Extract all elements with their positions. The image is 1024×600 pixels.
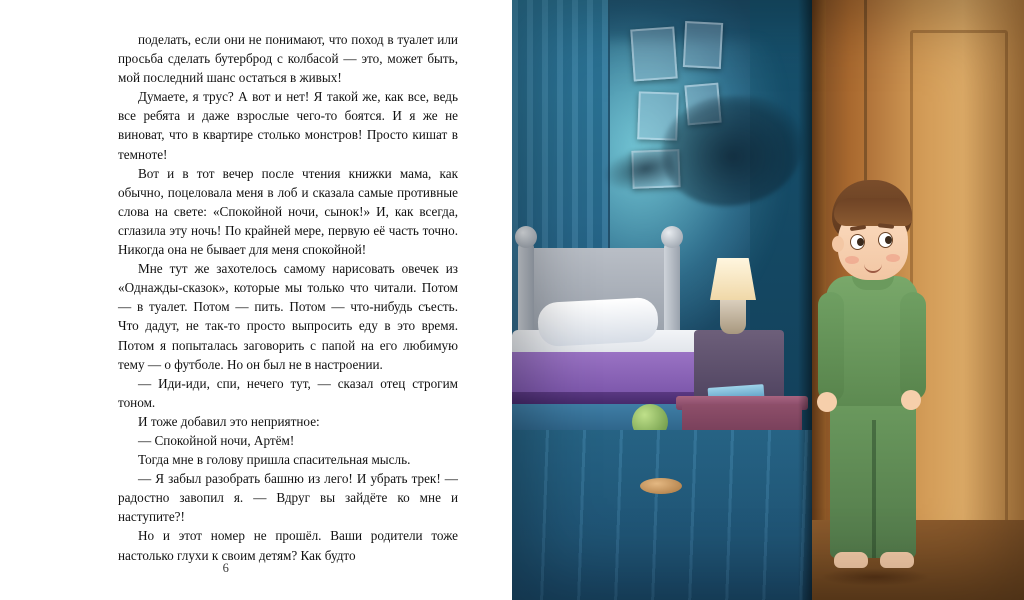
paragraph: Но и этот номер не прошёл. Ваши родители тоже настолько глухи к своим детям? Как будто (118, 528, 458, 563)
bed-knob-left (515, 226, 537, 248)
paragraph: — Иди-иди, спи, нечего тут, — сказал отец строгим тоном. (118, 375, 458, 410)
bed-pillow (537, 297, 659, 347)
slipper (640, 478, 682, 494)
boy-foot-left (834, 552, 868, 568)
boy-pupil-right (885, 236, 892, 244)
boy-ear (832, 236, 844, 252)
boy-pupil-left (857, 238, 864, 246)
boy-cheek-right (886, 254, 900, 262)
wall-picture-2 (683, 21, 723, 69)
bed-knob-right (661, 226, 683, 248)
boy-arm-right (900, 292, 926, 400)
story-text-column (118, 30, 458, 565)
wall-picture-1 (630, 27, 678, 82)
boy-character (812, 180, 942, 600)
right-illustration-page (512, 0, 1024, 600)
boy-hand-left (817, 392, 837, 412)
boy-shadow (820, 568, 930, 586)
page-number-value: 6 (222, 561, 230, 575)
paragraph: Тогда мне в голову пришла спасительная мысль. (138, 452, 411, 468)
paragraph: поделать, если они не понимают, что поход в туалет или просьба сделать бутерброд с колбасой — это, может быть, мой последний шанс остаться в живых! (118, 32, 458, 86)
paragraph: Мне тут же захотелось самому нарисовать овечек из «Однажды-сказок», которые мы только что читали. Потом — в туалет. Потом — пить. Потом — что-нибудь съесть. Что дадут, не так-то просто выпросить еду в это время. Потом я попыталась заговорить с папой на его любимую тему — о футболе. Но он был не в настроении. (118, 261, 458, 372)
paragraph: И тоже добавил это неприятное: (138, 413, 320, 429)
bedroom-floor (512, 430, 825, 600)
boy-leg-separation (872, 420, 876, 558)
boy-cheek-left (845, 256, 859, 264)
boy-hand-right (901, 390, 921, 410)
paragraph: — Я забыл разобрать башню из лего! И убрать трек! — радостно завопил я. — Вдруг вы зайдёте ко мне и наступите?! (118, 471, 458, 525)
boy-arm-left (818, 292, 844, 402)
paragraph: Думаете, я трус? А вот и нет! Я такой же, как все, ведь все ребята и даже взрослые чего-то боятся. И я же не виноват, что в квартире столько монстров! Просто кишат в темноте! (118, 89, 458, 162)
paragraph: — Спокойной ночи, Артём! (138, 432, 295, 448)
page-number (0, 561, 512, 576)
paragraph: Вот и в тот вечер после чтения книжки мама, как обычно, поцеловала меня в лоб и сказала самые противные слова на свете: «Спокойной ночи, сынок!» И, как всегда, сглазила эту ночь! По крайней мере, первую её часть точно. Никогда она не бывает для меня спокойной! (118, 165, 458, 258)
night-lamp-icon (710, 258, 756, 300)
bedroom-illustration (512, 0, 1024, 600)
lamp-base (720, 296, 746, 334)
boy-hair-fringe (834, 198, 912, 226)
boy-foot-right (880, 552, 914, 568)
